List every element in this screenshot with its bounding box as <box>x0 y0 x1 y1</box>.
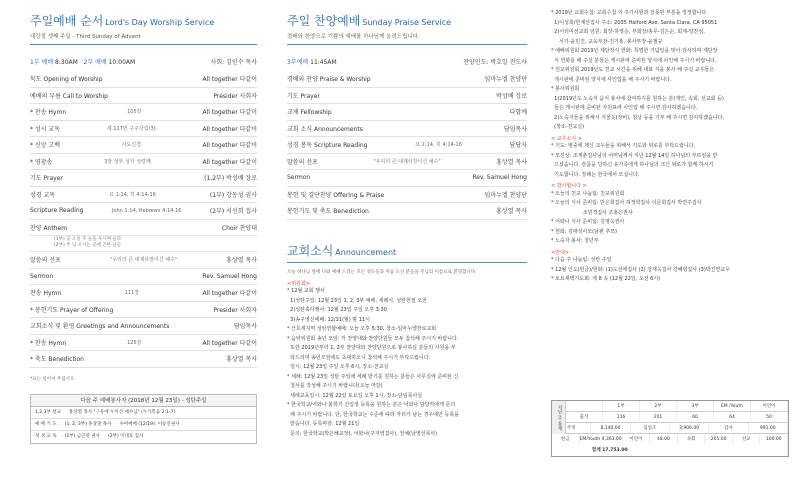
service2-time: 10:00AM <box>108 58 136 66</box>
order-row <box>30 220 257 237</box>
order-row <box>30 269 257 286</box>
praise-title <box>287 12 527 29</box>
offering-money-cell: 속회 <box>678 434 706 445</box>
offering-money-cell: 48.00 <box>650 434 678 445</box>
order-detail: John 1:14, Hebrews 4:14-16 <box>111 207 182 214</box>
volunteer-header-title: 다음 주 예배봉사자 <box>80 397 127 404</box>
order-item: 말씀의 선포 <box>287 158 318 166</box>
order-leader: (2부) 서선희 집사 <box>209 208 257 216</box>
order-leader: 홍상열 목사 <box>226 356 257 364</box>
announcement-item: 세례교육일시: 12월 22일 토요일 오후 1시, 장소-담임목사실 <box>287 392 423 399</box>
order-leader: 박성배 장로 <box>496 92 527 100</box>
divider <box>287 262 527 263</box>
order-row <box>30 302 257 319</box>
offering-money-cell: 십일조 <box>631 423 670 433</box>
praise-order-list <box>287 71 527 220</box>
presider: 사회: 김인수 목사 <box>210 58 257 66</box>
order-leader: All together 다같이 <box>202 142 257 150</box>
volunteer-box <box>30 394 257 444</box>
offering-blank <box>566 401 603 411</box>
order-row <box>287 104 527 121</box>
order-detail: 111장 <box>124 290 140 297</box>
order-row <box>30 335 257 352</box>
member-news-title: < 교우소식 > <box>551 135 582 142</box>
order-item: 교회 소식 Announcements <box>287 125 363 133</box>
praise-time <box>287 51 527 71</box>
order-row <box>287 187 527 204</box>
order-item: 기도 Prayer <box>30 175 63 183</box>
order-detail: "우리의 큰 대제사장이신 예수" <box>373 158 441 165</box>
announcement-item: 으셨습니다. 슬픔을 당하신 유가족에게 하나님의 크신 위로가 함께 하시기 <box>551 162 714 168</box>
order-leader: 다함께 <box>509 109 527 117</box>
announcements <box>287 281 527 439</box>
order-row <box>30 203 257 220</box>
announcement-item: * 다음 주 나눔팀: 성탄 주일 <box>551 257 612 263</box>
announcement-item: 들은 게시판에 준비된 자원표에 사인업 해 주시면 감사하겠습니다. <box>551 105 698 111</box>
order-row <box>30 71 257 88</box>
announcement-item: * 2019년 교회수첩: 교회수첩 의 주가사항과 잘못된 부분을 정정합니다. <box>551 10 708 16</box>
order-leader: All together 다같이 <box>202 339 257 347</box>
offering-money-row <box>552 423 788 434</box>
service2-label: 2부 예배 <box>83 58 107 66</box>
announcement-item: 1)성탄주일: 12월 23일 1, 2, 3부 예배, 세례식, 성탄헌절 오전 <box>287 297 427 304</box>
order-item: Scripture Reading <box>30 207 84 215</box>
announcement-item: * 한국학교/어와나 봄학기 신입생 등록을 원하는 분은 어와나 담당자에게 문의 <box>287 402 456 408</box>
announcement-item: * 노숙자 봉사: 청년부 <box>551 238 599 244</box>
praise-service-column <box>265 0 535 486</box>
order-row <box>30 170 257 187</box>
order-item: 봉헌 및 결단찬양 Offering & Praise <box>287 191 385 199</box>
volunteer-header-date: (2018년 12월 23일) - 성탄주일 <box>128 397 207 404</box>
attendance-row <box>566 412 788 423</box>
offering-money-cell: 3,906.00 <box>670 423 709 433</box>
offering-money-cell: 주정 <box>552 423 591 433</box>
order-leader: All together 다같이 <box>202 125 257 133</box>
announcement-item: * 오늘의 친교 나눔팀: 친교위원회 <box>551 190 625 197</box>
order-leader: All together 다같이 <box>202 76 257 84</box>
thanks-list <box>551 191 788 246</box>
order-detail: 요 1:14, 히 4:14-16 <box>415 142 462 149</box>
order-item: 봉헌기도 및 축도 Benediction <box>287 208 369 216</box>
worship-order-column <box>0 0 265 486</box>
news-title-en: Announcement <box>335 247 397 257</box>
order-item: 경배와 찬양 Praise & Worship <box>287 76 371 84</box>
order-row <box>287 88 527 105</box>
order-leader: Rev. Samuel Hong <box>202 272 257 280</box>
order-item: 성경 봉독 Scripture Reading <box>287 142 368 150</box>
order-item: * 성시 교독 <box>30 125 60 133</box>
divider <box>30 44 257 45</box>
offering-money-cell: 선교 <box>733 434 761 445</box>
worship-subtitle: 대강절 셋째 주일 - Third Sunday of Advent <box>30 34 141 40</box>
section-committee: <위원회> <box>287 280 310 287</box>
announcement-item: * 12월 인도(헌금)/헌화: (1)도선애집사 (2) 강재옥집사 강혜령집사 (3)박진연교우 <box>551 266 730 273</box>
order-row <box>287 203 527 220</box>
order-leader: Presider 사회자 <box>213 92 257 100</box>
order-item: 말씀의 선포 <box>30 257 61 265</box>
volunteer-rows <box>31 407 256 443</box>
order-detail: "우리의 큰 대제사장이신 예수" <box>109 257 178 264</box>
announcement-item: 일시: 12월 23일 주일 오후 6시, 장소-친교실 <box>287 364 389 370</box>
member-news <box>551 136 788 284</box>
order-row <box>287 170 527 187</box>
order-leader: Choir 찬양대 <box>221 224 257 232</box>
announcement-item: * 헌화: 김태성사모(남편 추모) <box>551 228 617 235</box>
announcement-item: 3)송구영신예배: 12/31(월) 밤 11시 <box>287 316 370 323</box>
news-title-ko: 교회소식 <box>287 243 334 258</box>
order-detail: 요 1:14, 히 4:14-16 <box>109 191 156 198</box>
offering-total: 합계 17,753.00 <box>552 445 788 456</box>
announcement-item: 1)2019년도 노숙자 음식 봉사에 참여하기를 원하는 분(개인, 속회, 선교회 등) <box>551 95 724 102</box>
announcement-item: 해 주시기 바랍니다. 단, 한국학교는 수준에 따라 자리가 남는 경우에만 등록을 <box>287 411 459 418</box>
order-row <box>30 285 257 302</box>
footnote: *표는 일어서 주십시오. <box>30 376 76 382</box>
order-item: 예배의 부름 Call to Worship <box>30 92 108 100</box>
announcement-item: 게시판에 준비된 양식에 사인업을 해 주시기 바랍니다. <box>551 76 672 83</box>
volunteer-header <box>31 395 256 407</box>
announcement-item: 기도합니다. 장례는 한국에서 모십니다. <box>551 171 640 178</box>
order-item: 묵도 Opening of Worship <box>30 76 103 84</box>
announcement-item: * 토요새벽기도회: 제 8 속 (12월 22일, 오전 6시) <box>551 276 661 282</box>
announcement-list-2 <box>551 10 788 132</box>
order-item: * 찬송 Hymn <box>30 109 67 117</box>
order-row <box>30 318 257 335</box>
announcement-item: * 어와나 식사 준비팀: 김영옥권사 <box>551 219 625 225</box>
attendance-value: 201 <box>640 412 677 423</box>
order-detail: 사도신경 <box>121 142 141 149</box>
announcement-item: 서기-윤민진, 교육부장-진기홍, 봉사부장-윤필규 <box>551 38 663 45</box>
announcement-item: 탁드리며 송년모임에도 초대하오니 참석해 주시기 부탁드립니다. <box>287 354 431 361</box>
order-row <box>30 252 257 269</box>
order-leader: (1,2부) 박성배 장로 <box>204 175 257 183</box>
order-detail: 125장 <box>127 339 142 346</box>
announcement-item: 2)노숙자들을 위해서 겨울옷(장비), 침낭 등을 기부 해 주시면 감사하겠습니다. <box>551 114 725 121</box>
announcement-item: * 모친상: 조재춘집사님의 어머님께서 지난 12월 14일 하나님의 부르심을 받 <box>551 152 718 159</box>
order-row <box>287 121 527 138</box>
offering-money-cell: 100.00 <box>760 434 788 445</box>
offering-col-header: 3부 <box>677 401 714 411</box>
volunteer-cell: (1부) 금곤영 권사 <box>64 433 101 439</box>
announcement-item: * 세례: 12월 23일 성탄 주일에 세례 받기를 원하는 분들은 사무실에 준비된 신 <box>287 373 459 380</box>
offering-money-cell: 어린이 <box>623 434 651 445</box>
order-item: 교회소식 및 환영 Greetings and Announcements <box>30 323 170 331</box>
announcement-item: 2)서리여선교회 임원: 회장-하영순, 부회장/총무-김은순, 회계-양찬심, <box>551 29 705 35</box>
attendance-value: 64 <box>714 412 751 423</box>
order-row <box>30 187 257 204</box>
offering-money-cell: 205.00 <box>705 434 733 445</box>
order-item: 찬송 Hymn <box>30 290 62 298</box>
offering-header <box>566 401 788 412</box>
worship-title-en: Lord's Day Worship Service <box>105 18 215 27</box>
order-item: 기도 Prayer <box>287 92 320 100</box>
order-item: Sermon <box>30 272 54 280</box>
offering-total-row <box>552 445 788 456</box>
order-item: * 봉헌기도 Prayer of Offering <box>30 306 114 314</box>
announcement-list <box>287 288 527 438</box>
service1-label: 1부 예배 <box>30 58 54 66</box>
volunteer-row <box>31 407 256 419</box>
announcement-item: 1)이성희/한계선집사 주소: 2035 Halford Ave. Santa Clara, CA 95051 <box>551 19 718 26</box>
order-leader: (1부) 강동성 권사 <box>209 191 257 199</box>
offering-money-row <box>552 434 788 445</box>
order-item: * 축도 Benediction <box>30 356 84 364</box>
offering-col-header: 어린이 <box>751 401 788 411</box>
offering-money-cell: 감사 <box>709 423 748 433</box>
order-leader: 임마누엘 찬양단 <box>484 191 527 199</box>
order-leader: All together 다같이 <box>202 158 257 166</box>
praise-subtitle: 경배와 찬양으로 기쁨의 예배를 하나님께 올려드립니다. <box>287 34 420 40</box>
announcement-item: * 산호세지역 성탄연합예배: 오늘 오후 5:30, 장소-임마누엘장로교회 <box>287 326 437 332</box>
order-item: * 신앙 고백 <box>30 142 60 150</box>
service1-time: 8:30AM <box>55 58 78 66</box>
anthem-note-2: (2부) 주 님 오시는 곳에 곤한 날들 <box>54 243 122 248</box>
announcement-item: * 음악위원회 송년 모임: 각 찬양대와 찬양단원들 모두 참석해 주시기 바랍니다. <box>287 335 459 342</box>
praise-title-ko: 주일 찬양예배 <box>287 14 361 28</box>
order-leader: Rev. Samuel Hong <box>472 174 527 182</box>
worship-title-ko: 주일예배 순서 <box>30 14 104 28</box>
order-row <box>30 137 257 154</box>
announcement-item: (장소-친교실) <box>551 124 585 130</box>
order-leader: All together 다같이 <box>202 290 257 298</box>
volunteer-cell: 예 배 기 도 <box>35 421 57 427</box>
order-detail: 105장 <box>127 109 142 116</box>
order-detail: 제 117번 구주강림(3) <box>106 125 156 132</box>
order-item: 교제 Fellowship <box>287 109 332 117</box>
volunteer-row <box>31 431 256 443</box>
volunteer-cell: (1, 2, 3부) 홍상열 목사 <box>64 421 112 427</box>
order-leader: 담임목사 <box>233 323 257 331</box>
anthem-note-1: (1부) 곧 오실 주 눈을 우시며 들라 <box>54 237 122 242</box>
order-row <box>30 88 257 105</box>
praise-service-label: 3부예배 <box>287 58 309 66</box>
news-title <box>287 242 527 259</box>
announcement-item: 식 헌화를 해 주실 분들은 게시판에 준비된 양식에 사인해 주시기 바랍니다. <box>551 57 717 64</box>
thanks-title: < 감사합니다 > <box>551 183 587 189</box>
worship-title <box>30 12 257 29</box>
order-item: * 찬송 Hymn <box>30 339 67 347</box>
order-item: 성경 교독 <box>30 191 56 199</box>
announcement-item: 문의: 한국학교(박은혜교장), 어와나(구지영집사), 전체(남영선목사) <box>287 430 438 437</box>
member-news-list <box>551 143 788 179</box>
news-column <box>535 0 800 486</box>
guide-list <box>551 257 788 284</box>
order-list <box>30 71 257 236</box>
divider <box>287 44 527 45</box>
order-row <box>30 154 257 171</box>
order-row <box>287 71 527 88</box>
offering-table <box>551 400 789 457</box>
volunteer-cell: 성 경 교 독 <box>35 433 57 439</box>
order-item: 찬양 Anthem <box>30 224 68 232</box>
volunteer-row <box>31 419 256 431</box>
service-times <box>30 51 257 71</box>
news-intro: 오늘 하나님 앞에 나와 예배 드리는 모든 성도들과 처음 오신 분들을 주님의 이름으로 환영합니다. <box>287 269 477 275</box>
order-row <box>287 154 527 171</box>
offering-col-header: EM /Youth <box>714 401 751 411</box>
announcement-item: * 친교위원회 2019년도 친교 시간을 위해 대표 식을 봉사 해 주실 교우들은 <box>551 67 715 73</box>
offering-col-header: 1부 <box>603 401 640 411</box>
attendance-value: 116 <box>603 412 640 423</box>
praise-leader: 찬양인도: 박호일 전도사 <box>463 58 527 66</box>
order-row <box>30 351 257 368</box>
order-leader: 홍상열 목사 <box>226 257 257 265</box>
announcement-item: 또한 2019년부터 1, 2부 찬양대와 찬양단원으로 봉사하실 분들의 자원을 부 <box>287 345 456 351</box>
order-leader: 홍상열 목사 <box>496 158 527 166</box>
anthem-notes <box>30 236 257 252</box>
offering-col-header: 2부 <box>640 401 677 411</box>
offering-money-rows <box>552 423 788 445</box>
announcement-item: * 오늘의 식사 준비팀: 반은희집사 허정학집사 이문희집사 박연주집사 <box>551 200 702 206</box>
offering-money-cell: 991.00 <box>749 423 788 433</box>
volunteer-cell: 홍상열 목사 "구유에 누이신 예수님" (누가복음 2:1-7) <box>68 409 176 415</box>
offering-money-cell: EM/Youth 4,363.00 <box>580 434 623 445</box>
order-leader: Presider 사회자 <box>213 306 257 314</box>
order-leader: 홍상열 목사 <box>496 208 527 216</box>
announcement-item: * 봉사위원회 <box>551 86 580 92</box>
volunteer-cell: 1,2,3부 설교 <box>35 409 61 415</box>
announcement-item: 2)성탄축하행사: 12월 23일 주일 오후 3:30 <box>287 307 387 313</box>
order-list-2 <box>30 252 257 368</box>
order-leader: 담당자 <box>509 142 527 150</box>
announcement-item: * 기도: 병중에 계신 교우들을 위해서 기도와 위로를 부탁드립니다. <box>551 143 696 149</box>
attendance-value: 50 <box>751 412 788 423</box>
volunteer-cell: 수여예배 (12/19): 이승연권사 <box>119 421 180 427</box>
praise-service-time: 11:45AM <box>310 58 337 66</box>
offering-money-cell: 8,140.00 <box>591 423 630 433</box>
announcement-item: 조민경집사 조홍은권사 <box>551 209 633 216</box>
order-row <box>30 104 257 121</box>
volunteer-cell: (2부) 이대호 집사 <box>108 433 144 439</box>
order-leader: All together 다같이 <box>202 109 257 117</box>
order-detail: 3장 성부 성자 성령께 <box>104 158 151 165</box>
offering-label: 지난 주 통계 <box>552 401 566 434</box>
order-row <box>30 121 257 138</box>
offering-money-cell: 헌금 <box>552 434 580 445</box>
announcement-item: 청서를 작성해 주시기 바랍니다(오늘 마감) <box>287 383 383 389</box>
order-item: Sermon <box>287 174 311 182</box>
guide-title: <안내> <box>551 249 570 256</box>
attendance-label: 출석 <box>566 412 603 423</box>
order-row <box>287 137 527 154</box>
order-leader: 임마누엘 찬양단 <box>484 76 527 84</box>
order-leader: 담임목사 <box>503 125 527 133</box>
order-item: * 영광송 <box>30 158 53 166</box>
praise-title-en: Sunday Praise Service <box>362 18 452 27</box>
announcement-item: * 예배위원회 2019년 제단장식 헌화: 특별한 기념일을 맞아 감사하며 제단장 <box>551 48 718 54</box>
attendance-value: 60 <box>677 412 714 423</box>
announcement-item: * 12월 교회 행사 <box>287 288 325 294</box>
announcement-item: 받습니다. 등록마감: 12월 21일 <box>287 421 360 427</box>
